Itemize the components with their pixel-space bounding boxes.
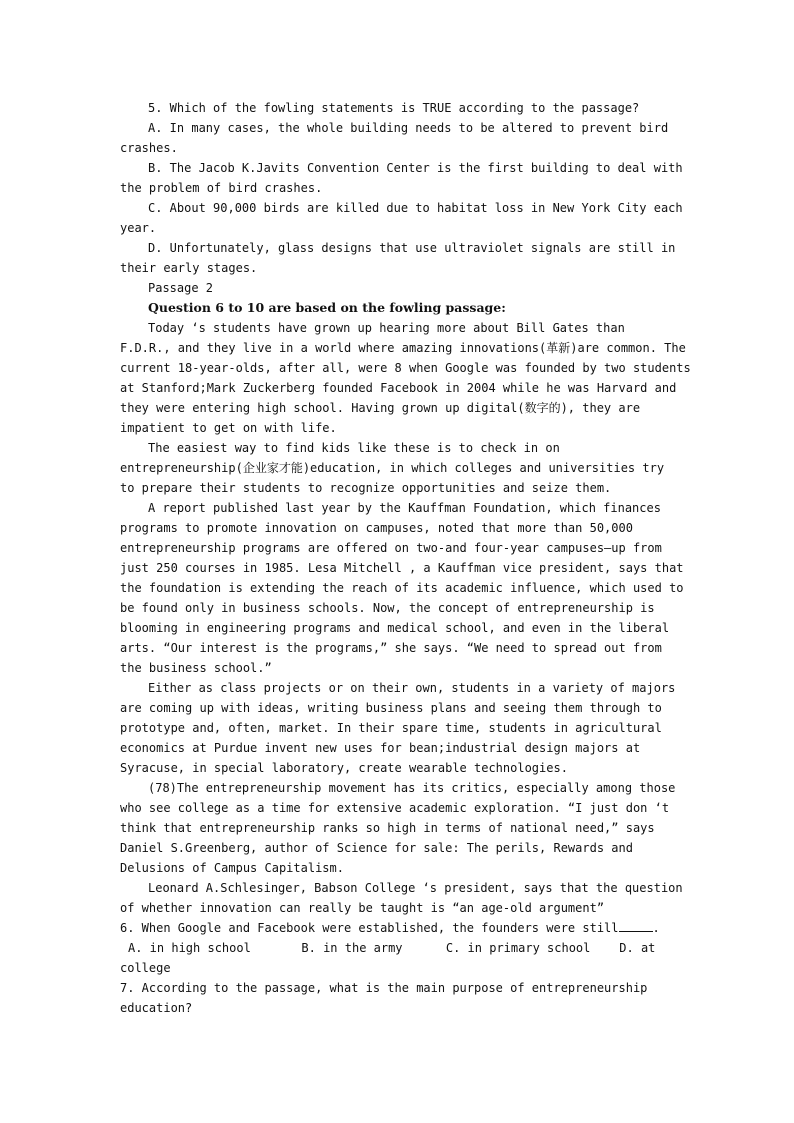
passage-line: entrepreneurship(企业家才能)education, in which colleges and universities try: [120, 461, 665, 475]
passage-line: who see college as a time for extensive academic exploration. “I just don ‘t: [120, 801, 670, 815]
q5-option-d: D. Unfortunately, glass designs that use ultraviolet signals are still in: [148, 241, 676, 255]
passage-line: entrepreneurship programs are offered on two-and four-year campuses—up from: [120, 541, 662, 555]
passage-heading: Question 6 to 10 are based on the fowling passage:: [148, 300, 506, 315]
passage-line: current 18-year-olds, after all, were 8 when Google was founded by two students: [120, 361, 691, 375]
passage-line: Leonard A.Schlesinger, Babson College ‘s president, says that the question: [148, 881, 683, 895]
q7-stem-cont: education?: [120, 1001, 193, 1015]
passage-line: The easiest way to find kids like these is to check in on: [148, 441, 560, 455]
passage-line: arts. “Our interest is the programs,” she says. “We need to spread out from: [120, 641, 662, 655]
q6-options: A. in high school B. in the army C. in primary school D. at: [128, 941, 656, 955]
passage-line: Either as class projects or on their own, students in a variety of majors: [148, 681, 676, 695]
q6-stem: [120, 918, 680, 938]
passage-line: (78)The entrepreneurship movement has its critics, especially among those: [148, 781, 676, 795]
passage-line: blooming in engineering programs and medical school, and even in the liberal: [120, 621, 670, 635]
q5-option-c: C. About 90,000 birds are killed due to habitat loss in New York City each: [148, 201, 683, 215]
passage-line: impatient to get on with life.: [120, 421, 337, 435]
passage-line: the foundation is extending the reach of its academic influence, which used to: [120, 581, 684, 595]
passage-line: to prepare their students to recognize opportunities and seize them.: [120, 481, 612, 495]
q5-stem: 5. Which of the fowling statements is TRUE according to the passage?: [148, 101, 640, 115]
passage-line: are coming up with ideas, writing business plans and seeing them through to: [120, 701, 662, 715]
q6-stem-text: 6. When Google and Facebook were established, the founders were still: [120, 921, 619, 935]
q5-option-a-cont: crashes.: [120, 141, 178, 155]
passage-line: prototype and, often, market. In their spare time, students in agricultural: [120, 721, 662, 735]
passage-line: the business school.”: [120, 661, 272, 675]
passage-line: be found only in business schools. Now, the concept of entrepreneurship is: [120, 601, 655, 615]
passage-line: Today ‘s students have grown up hearing more about Bill Gates than: [148, 321, 625, 335]
q5-option-b: B. The Jacob K.Javits Convention Center is the first building to deal with: [148, 161, 683, 175]
q7-stem: 7. According to the passage, what is the main purpose of entrepreneurship: [120, 981, 648, 995]
passage-line: just 250 courses in 1985. Lesa Mitchell , a Kauffman vice president, says that: [120, 561, 684, 575]
passage-line: Delusions of Campus Capitalism.: [120, 861, 344, 875]
passage-line: Daniel S.Greenberg, author of Science for sale: The perils, Rewards and: [120, 841, 633, 855]
q5-option-d-cont: their early stages.: [120, 261, 258, 275]
passage-label: Passage 2: [148, 281, 214, 295]
passage-line: F.D.R., and they live in a world where amazing innovations(革新)are common. The: [120, 341, 686, 355]
passage-line: A report published last year by the Kauffman Foundation, which finances: [148, 501, 661, 515]
passage-line: they were entering high school. Having grown up digital(数字的), they are: [120, 401, 641, 415]
q5-option-c-cont: year.: [120, 221, 157, 235]
passage-line: programs to promote innovation on campuses, noted that more than 50,000: [120, 521, 633, 535]
answer-blank: [619, 919, 653, 932]
passage-line: Syracuse, in special laboratory, create wearable technologies.: [120, 761, 568, 775]
passage-line: think that entrepreneurship ranks so high in terms of national need,” says: [120, 821, 655, 835]
document-body: [120, 98, 691, 1018]
q5-option-b-cont: the problem of bird crashes.: [120, 181, 323, 195]
passage-line: at Stanford;Mark Zuckerberg founded Facebook in 2004 while he was Harvard and: [120, 381, 677, 395]
passage-line: economics at Purdue invent new uses for bean;industrial design majors at: [120, 741, 641, 755]
passage-line: of whether innovation can really be taught is “an age-old argument”: [120, 901, 605, 915]
q5-option-a: A. In many cases, the whole building needs to be altered to prevent bird: [148, 121, 669, 135]
q6-options-cont: college: [120, 961, 171, 975]
q6-stem-end: .: [652, 921, 660, 935]
